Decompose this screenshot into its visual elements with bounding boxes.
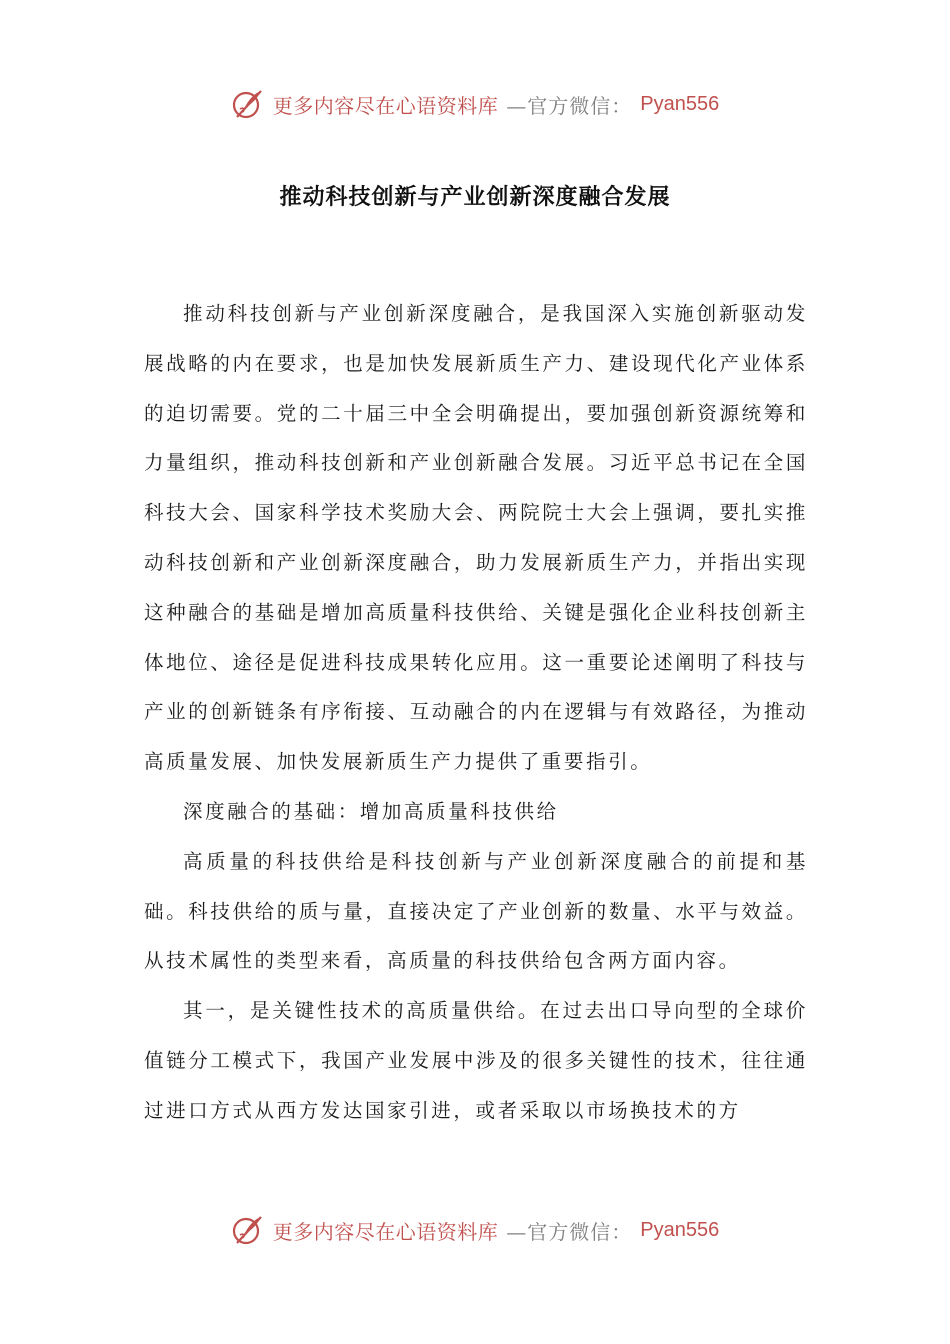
banner-main-text: 更多内容尽在心语资料库 <box>272 93 499 118</box>
banner-sub-text: —官方微信： <box>506 93 633 118</box>
footer-watermark-banner <box>0 1210 950 1250</box>
quill-logo-icon <box>231 87 265 121</box>
header-watermark-banner <box>0 84 950 124</box>
document-title: 推动科技创新与产业创新深度融合发展 <box>279 185 671 210</box>
banner-sub-text: —官方微信： <box>506 1219 633 1244</box>
document-body <box>144 289 808 1136</box>
banner-main-text: 更多内容尽在心语资料库 <box>272 1219 499 1244</box>
quill-logo-icon <box>231 1213 265 1247</box>
paragraph: 高质量的科技供给是科技创新与产业创新深度融合的前提和基础。科技供给的质与量，直接决定了产业创新的数量、水平与效益。从技术属性的类型来看，高质量的科技供给包含两方面内容。 <box>144 849 808 973</box>
banner-wechat-id: Pyan556 <box>640 1218 720 1241</box>
paragraph: 其一，是关键性技术的高质量供给。在过去出口导向型的全球价值链分工模式下，我国产业发展中涉及的很多关键性的技术，往往通过进口方式从西方发达国家引进，或者采取以市场换技术的方 <box>144 999 808 1122</box>
paragraph: 推动科技创新与产业创新深度融合，是我国深入实施创新驱动发展战略的内在要求，也是加快发展新质生产力、建设现代化产业体系的迫切需要。党的二十届三中全会明确提出，要加强创新资源统筹和力量组织，推动科技创新和产业创新融合发展。习近平总书记在全国科技大会、国家科学技术奖励大会、两院院士大会上强调，要扎实推动科技创新和产业创新深度融合，助力发展新质生产力，并指出实现这种融合的基础是增加高质量科技供给、关键是强化企业科技创新主体地位、途径是促进科技成果转化应用。这一重要论述阐明了科技与产业的创新链条有序衔接、互动融合的内在逻辑与有效路径，为推动高质量发展、加快发展新质生产力提供了重要指引。 <box>144 302 808 774</box>
section-heading: 深度融合的基础：增加高质量科技供给 <box>183 799 559 823</box>
banner-wechat-id: Pyan556 <box>640 92 720 115</box>
